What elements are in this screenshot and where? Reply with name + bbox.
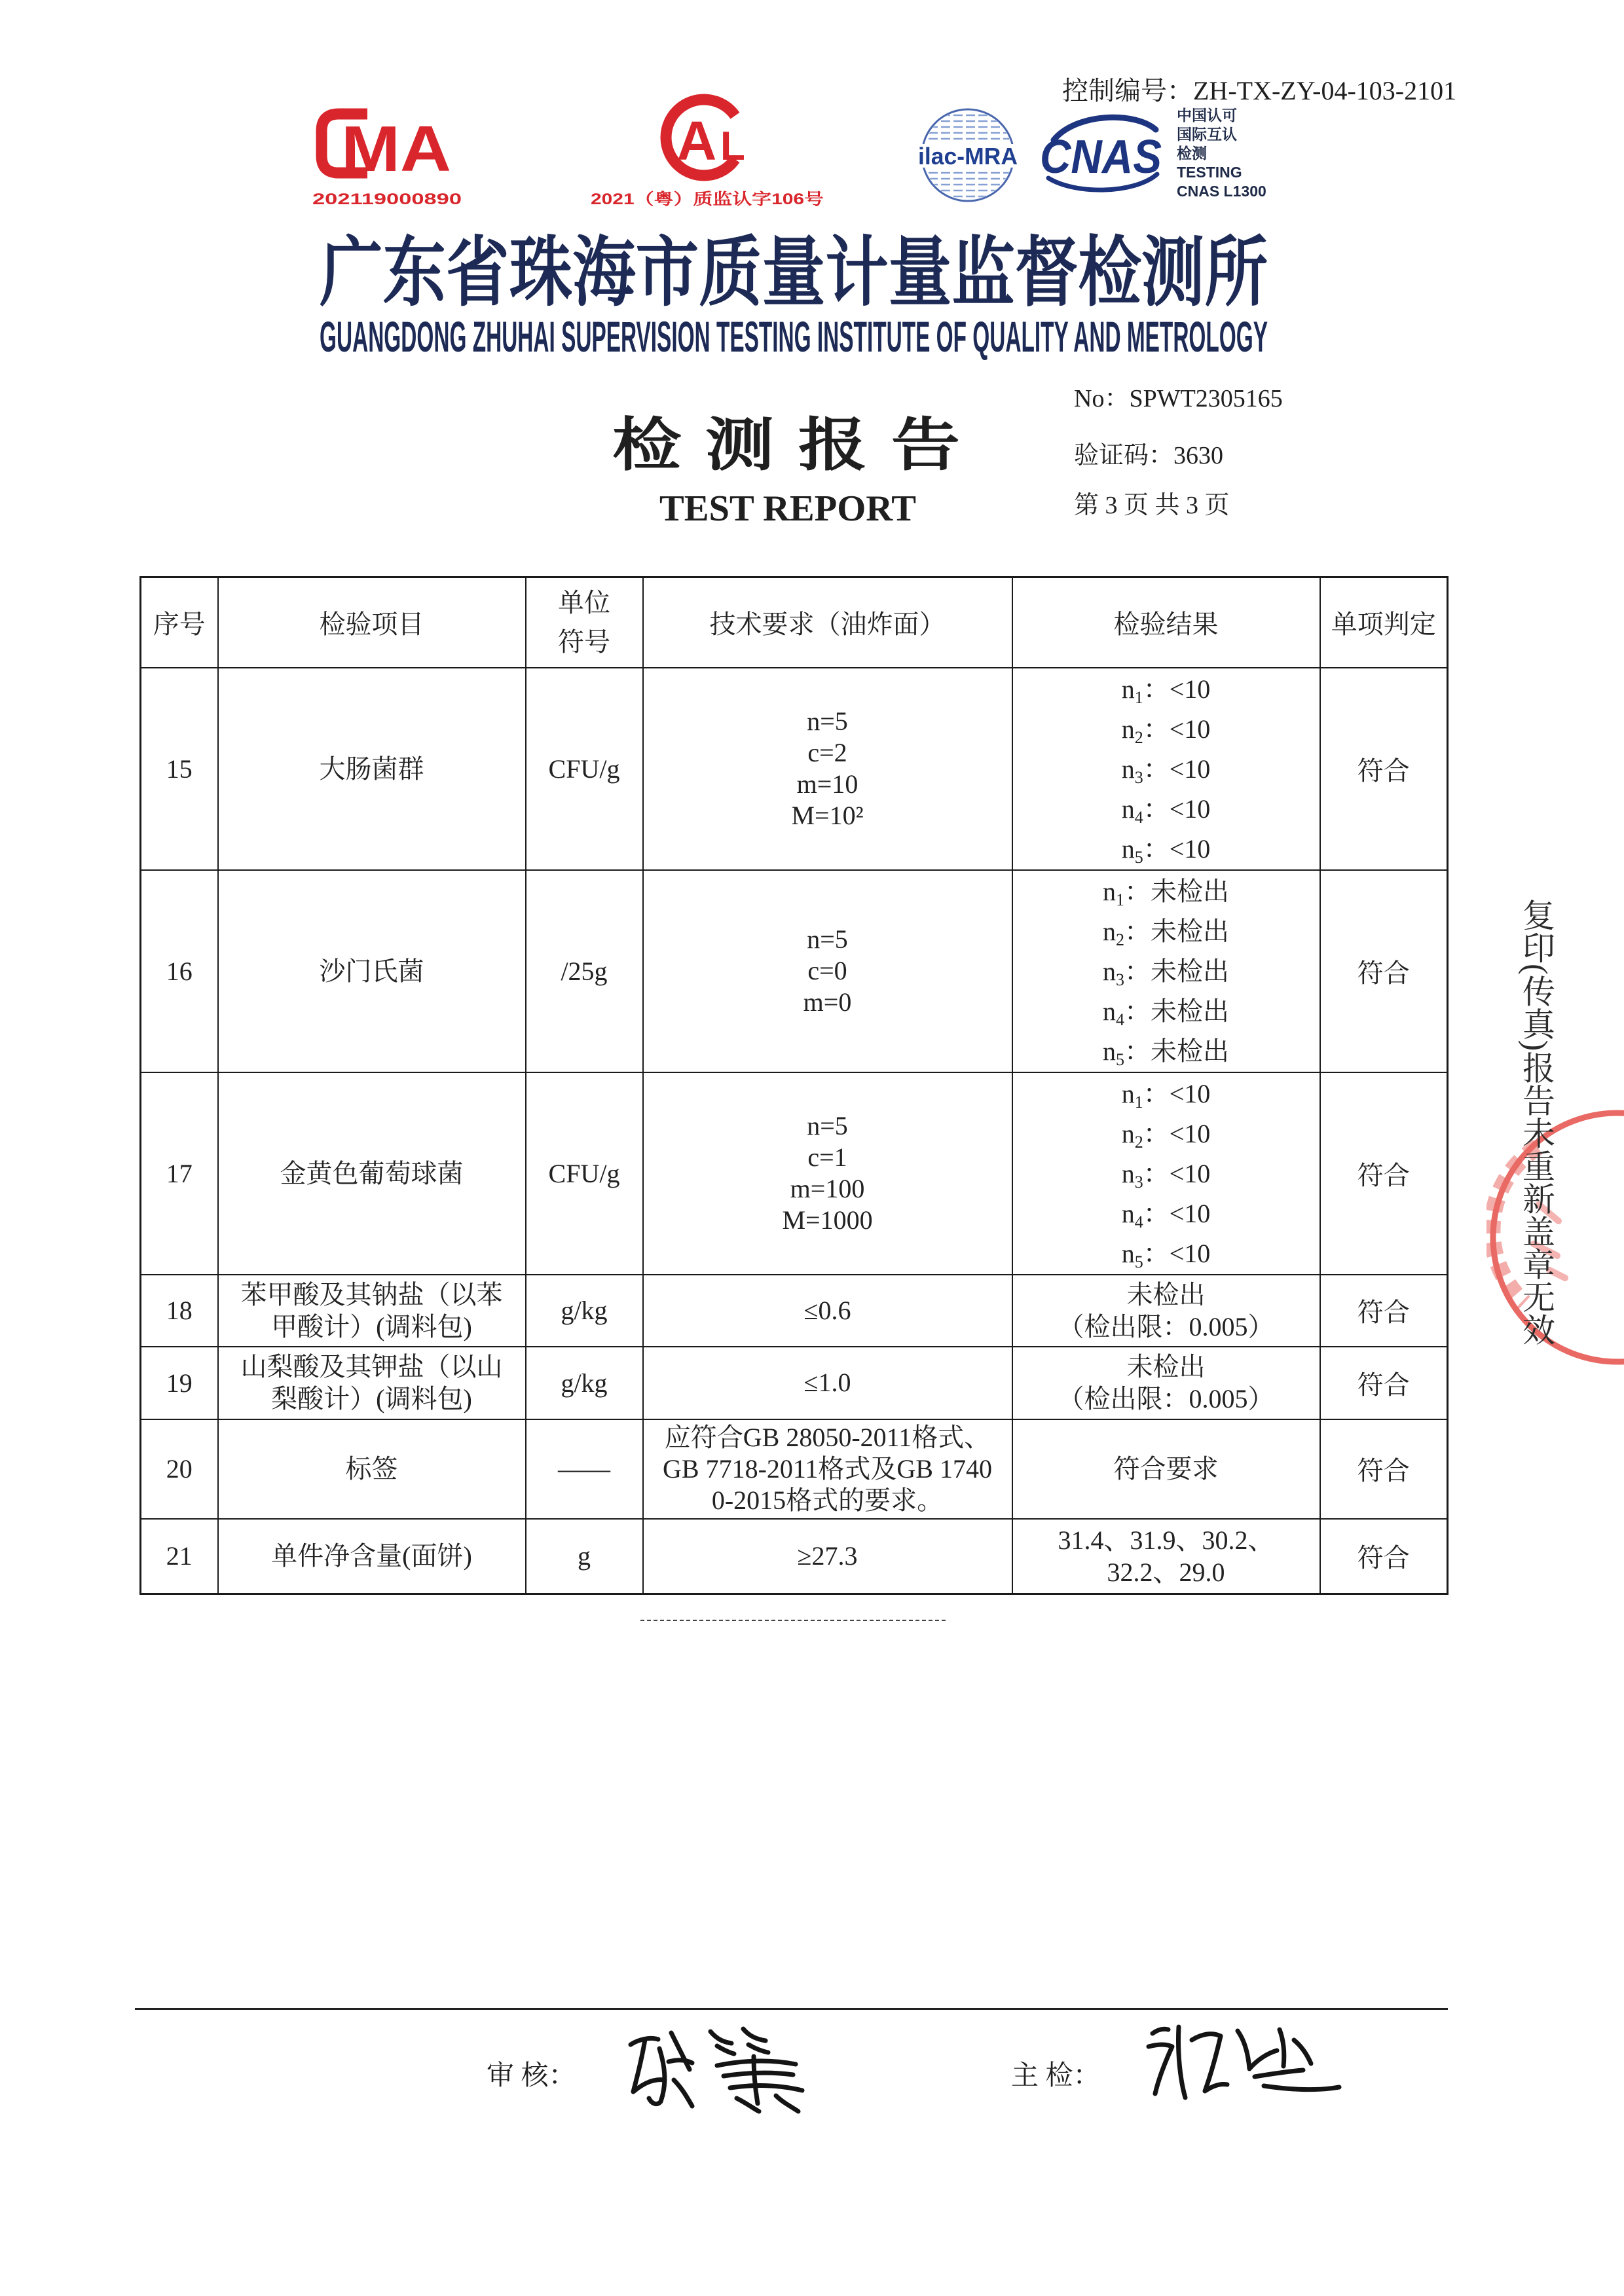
end-of-table-dash-line xyxy=(640,1620,946,1621)
requirement-cell xyxy=(643,870,1012,1072)
test-item-cell xyxy=(218,1072,526,1275)
row-number-cell xyxy=(141,1419,218,1519)
row-number-cell xyxy=(141,1275,218,1347)
requirement-cell xyxy=(643,1072,1012,1275)
row-number-cell xyxy=(141,870,218,1072)
unit: —— xyxy=(558,1454,610,1484)
sample-value: ：<10 xyxy=(1143,1238,1211,1268)
result-line: 32.2、29.0 xyxy=(1107,1557,1225,1587)
sample-result-line xyxy=(1013,1154,1320,1194)
control-number xyxy=(1062,78,1456,104)
result-cell xyxy=(1012,1519,1320,1594)
inspector-label: 主 检： xyxy=(1011,2061,1101,2091)
sample-result-line xyxy=(1013,1233,1320,1273)
unit: /25g xyxy=(561,956,608,986)
sample-result-line xyxy=(1013,911,1320,951)
inspector-signature xyxy=(1139,2014,1346,2105)
result-line: 31.4、31.9、30.2、 xyxy=(1058,1525,1274,1555)
test-item-line: 标签 xyxy=(345,1454,398,1484)
sample-index: 3 xyxy=(1134,1172,1143,1192)
sample-index: 3 xyxy=(1134,767,1143,787)
unit: CFU/g xyxy=(548,754,620,784)
verdict-cell xyxy=(1320,1519,1448,1594)
header-result-text: 检验结果 xyxy=(1113,610,1219,640)
sample-symbol: n xyxy=(1121,833,1135,864)
sample-result-line xyxy=(1013,749,1320,789)
unit-cell xyxy=(526,1347,643,1419)
sample-index: 5 xyxy=(1134,847,1143,867)
cal-number: 2021（粤）质监认字106号 xyxy=(591,191,778,208)
unit: g/kg xyxy=(561,1296,608,1325)
sample-index: 1 xyxy=(1116,890,1124,909)
verdict-cell xyxy=(1320,668,1448,870)
report-number-label: No： xyxy=(1074,385,1130,412)
sample-symbol: n xyxy=(1103,996,1116,1026)
sample-index: 4 xyxy=(1116,1010,1124,1029)
sample-symbol: n xyxy=(1121,754,1135,784)
sample-result-line xyxy=(1013,1114,1320,1154)
test-item-line: 沙门氏菌 xyxy=(319,956,424,986)
sample-index: 4 xyxy=(1134,1212,1143,1231)
row-number: 18 xyxy=(166,1296,193,1325)
verification-code-label: 验证码： xyxy=(1074,442,1174,469)
requirement-line: m=100 xyxy=(790,1174,865,1203)
sample-result-line xyxy=(1013,829,1320,869)
report-number xyxy=(1074,386,1283,411)
header-result xyxy=(1012,577,1320,668)
verification-code xyxy=(1074,443,1223,468)
table-row xyxy=(141,1275,1448,1347)
cma-number: 202119000890 xyxy=(312,191,462,208)
sample-symbol: n xyxy=(1121,793,1135,824)
verdict-cell xyxy=(1320,1072,1448,1275)
header-requirement xyxy=(643,577,1012,668)
test-item-cell xyxy=(218,870,526,1072)
cnas-logo xyxy=(1037,110,1165,195)
requirement-cell xyxy=(643,1275,1012,1347)
verdict: 符合 xyxy=(1357,1456,1410,1485)
result-cell xyxy=(1012,668,1320,870)
sample-symbol: n xyxy=(1121,1078,1135,1108)
requirement-line: n=5 xyxy=(807,1111,848,1140)
row-number: 20 xyxy=(166,1454,193,1484)
sample-index: 4 xyxy=(1134,807,1143,827)
verdict-cell xyxy=(1320,1419,1448,1519)
verdict: 符合 xyxy=(1357,1160,1410,1190)
sample-result-line xyxy=(1013,709,1320,749)
unit-cell xyxy=(526,1072,643,1275)
cal-number-label xyxy=(588,187,827,209)
header-item xyxy=(218,577,526,668)
requirement-line: M=10² xyxy=(791,801,864,830)
requirement-line: c=2 xyxy=(807,738,847,767)
test-item-line: 单件净含量(面饼) xyxy=(271,1541,472,1571)
verification-code-value: 3630 xyxy=(1173,442,1224,469)
sample-result-line xyxy=(1013,991,1320,1031)
sample-result-line xyxy=(1013,789,1320,829)
sample-value: ：<10 xyxy=(1143,1118,1211,1148)
sample-value: ：未检出 xyxy=(1124,956,1229,986)
verdict: 符合 xyxy=(1357,958,1410,988)
requirement-line: m=0 xyxy=(803,987,852,1017)
requirement-line: c=0 xyxy=(807,956,847,985)
cnas-line: 中国认可 xyxy=(1177,107,1237,124)
control-number-value: ZH-TX-ZY-04-103-2101 xyxy=(1193,76,1457,105)
table-body xyxy=(141,668,1448,1594)
sample-index: 3 xyxy=(1116,970,1124,989)
requirement-line: M=1000 xyxy=(782,1205,873,1235)
verdict-cell xyxy=(1320,1275,1448,1347)
row-number-cell xyxy=(141,1072,218,1275)
unit: g xyxy=(578,1541,591,1571)
unit-cell xyxy=(526,1275,643,1347)
sample-value: ：<10 xyxy=(1143,674,1211,704)
row-number: 16 xyxy=(166,956,193,986)
stamp-ring xyxy=(1493,1113,1624,1362)
cma-logo-letters: MA xyxy=(341,113,451,182)
reviewer-label: 审 核： xyxy=(487,2061,576,2091)
sample-symbol: n xyxy=(1103,916,1116,946)
sample-index: 1 xyxy=(1134,1092,1143,1112)
verdict: 符合 xyxy=(1357,1543,1410,1573)
result-cell xyxy=(1012,1072,1320,1275)
test-item-line: 山梨酸及其钾盐（以山 xyxy=(240,1352,503,1381)
header-verdict xyxy=(1320,577,1448,668)
test-item-line: 苯甲酸及其钠盐（以苯 xyxy=(240,1279,503,1309)
test-results-table xyxy=(139,576,1449,1595)
test-item-cell xyxy=(218,1275,526,1347)
result-cell xyxy=(1012,1275,1320,1347)
unit: g/kg xyxy=(561,1368,608,1398)
institute-name-cn: 广东省珠海市质量计量监督检测所 xyxy=(320,228,1268,317)
requirement-line: ≥27.3 xyxy=(797,1540,858,1571)
result-cell xyxy=(1012,870,1320,1072)
test-item-line: 甲酸计）(调料包) xyxy=(271,1311,472,1341)
sample-value: ：<10 xyxy=(1143,714,1211,744)
result-line: （检出限：0.005） xyxy=(1058,1384,1274,1413)
sample-index: 5 xyxy=(1134,1252,1143,1271)
row-number-cell xyxy=(141,1347,218,1419)
verdict: 符合 xyxy=(1357,1370,1410,1400)
requirement-line: GB 7718-2011格式及GB 1740 xyxy=(663,1453,992,1484)
cnas-text: CNAS xyxy=(1040,131,1162,183)
requirement-line: n=5 xyxy=(807,706,848,736)
red-seal-stamp xyxy=(1486,1106,1624,1368)
sample-value: ：<10 xyxy=(1143,1198,1211,1228)
header-no-text: 序号 xyxy=(153,610,206,640)
sample-index: 1 xyxy=(1134,687,1143,707)
test-item-line: 大肠菌群 xyxy=(319,754,424,784)
report-title-cn: 检 测 报 告 xyxy=(612,410,960,479)
report-title-en: TEST REPORT xyxy=(659,488,916,529)
unit-cell xyxy=(526,1419,643,1519)
cal-logo-letter-l: L xyxy=(720,124,745,169)
sample-index: 2 xyxy=(1116,930,1124,949)
sample-index: 2 xyxy=(1134,727,1143,747)
sample-symbol: n xyxy=(1121,1158,1135,1188)
sample-symbol: n xyxy=(1121,714,1135,744)
verdict-cell xyxy=(1320,1347,1448,1419)
sample-value: ：<10 xyxy=(1143,793,1211,824)
header-unit-text: 单位 符号 xyxy=(558,587,610,657)
sample-symbol: n xyxy=(1103,1036,1116,1066)
institute-header xyxy=(0,223,1624,363)
institute-name-en: GUANGDONG ZHUHAI SUPERVISION TESTING INSTITUTE OF QUALITY AND METROLOGY xyxy=(320,312,1268,361)
unit-cell xyxy=(526,1519,643,1594)
test-item-cell xyxy=(218,668,526,870)
header-unit xyxy=(526,577,643,668)
table-header-row xyxy=(141,577,1448,668)
ilac-mra-logo xyxy=(916,105,1020,206)
requirement-line: 应符合GB 28050-2011格式、 xyxy=(664,1422,991,1452)
requirement-line: ≤1.0 xyxy=(803,1368,851,1397)
test-item-cell xyxy=(218,1419,526,1519)
sample-result-line xyxy=(1013,871,1320,911)
sample-result-line xyxy=(1013,1074,1320,1114)
result-cell xyxy=(1012,1347,1320,1419)
result-line: 未检出 xyxy=(1126,1352,1206,1381)
reviewer-signature xyxy=(619,2020,809,2115)
row-number-cell xyxy=(141,1519,218,1594)
sample-symbol: n xyxy=(1103,876,1116,906)
requirement-cell xyxy=(643,1347,1012,1419)
sample-value: ：<10 xyxy=(1143,754,1211,784)
page-info: 第 3 页 共 3 页 xyxy=(1074,492,1230,519)
cnas-accreditation-text xyxy=(1177,106,1266,201)
footer-rule xyxy=(135,2008,1448,2010)
row-number: 21 xyxy=(166,1541,193,1571)
test-item-cell xyxy=(218,1519,526,1594)
result-cell xyxy=(1012,1419,1320,1519)
unit: CFU/g xyxy=(548,1158,620,1188)
sample-value: ：未检出 xyxy=(1124,1036,1229,1066)
report-title xyxy=(589,393,995,537)
table-row xyxy=(141,1519,1448,1594)
margin-note: 复印(传真)报告未重新盖章无效 xyxy=(1518,898,1555,1346)
requirement-line: c=1 xyxy=(807,1142,847,1172)
sample-value: ：未检出 xyxy=(1124,916,1229,946)
header-verdict-text: 单项判定 xyxy=(1331,610,1436,640)
header-item-text: 检验项目 xyxy=(319,610,424,640)
row-number-cell xyxy=(141,668,218,870)
verdict: 符合 xyxy=(1357,756,1410,786)
row-number: 17 xyxy=(166,1158,193,1188)
result-line: 符合要求 xyxy=(1113,1454,1219,1484)
sample-value: ：未检出 xyxy=(1124,876,1229,906)
sample-symbol: n xyxy=(1121,1238,1135,1268)
unit-cell xyxy=(526,668,643,870)
unit-cell xyxy=(526,870,643,1072)
sample-value: ：<10 xyxy=(1143,1158,1211,1188)
sample-result-line xyxy=(1013,669,1320,709)
row-number: 19 xyxy=(166,1368,193,1398)
sample-value: ：未检出 xyxy=(1124,996,1229,1026)
cnas-line: 国际互认 xyxy=(1177,126,1237,143)
requirement-cell xyxy=(643,1519,1012,1594)
control-number-label: 控制编号： xyxy=(1062,76,1193,105)
sample-symbol: n xyxy=(1121,674,1135,704)
requirement-line: ≤0.6 xyxy=(803,1295,851,1325)
header-requirement-text: 技术要求（油炸面） xyxy=(709,610,946,640)
sample-value: ：<10 xyxy=(1143,833,1211,864)
sample-symbol: n xyxy=(1103,956,1116,986)
cal-logo xyxy=(647,92,762,185)
cma-number-label xyxy=(310,187,465,209)
sample-index: 5 xyxy=(1116,1049,1124,1069)
verdict-cell xyxy=(1320,870,1448,1072)
table-row xyxy=(141,668,1448,870)
verdict: 符合 xyxy=(1357,1298,1410,1327)
table-row xyxy=(141,1072,1448,1275)
sample-symbol: n xyxy=(1121,1198,1135,1228)
requirement-line: m=10 xyxy=(796,769,858,799)
cma-logo xyxy=(315,105,456,182)
test-item-line: 梨酸计）(调料包) xyxy=(271,1384,472,1413)
sample-result-line xyxy=(1013,1194,1320,1233)
table-row xyxy=(141,1419,1448,1519)
sample-index: 2 xyxy=(1134,1132,1143,1152)
requirement-line: 0-2015格式的要求。 xyxy=(711,1485,944,1515)
requirement-cell xyxy=(643,668,1012,870)
result-line: （检出限：0.005） xyxy=(1058,1311,1274,1341)
cnas-line: CNAS L1300 xyxy=(1177,183,1266,200)
test-item-line: 金黄色葡萄球菌 xyxy=(280,1158,464,1188)
table-row xyxy=(141,870,1448,1072)
report-number-value: SPWT2305165 xyxy=(1129,385,1283,412)
cnas-line: 检测 xyxy=(1177,145,1207,162)
cal-logo-letter-a: A xyxy=(676,110,717,172)
sample-result-line xyxy=(1013,1031,1320,1071)
header-no xyxy=(141,577,218,668)
requirement-line: n=5 xyxy=(807,924,848,954)
result-line: 未检出 xyxy=(1126,1279,1206,1309)
cnas-line: TESTING xyxy=(1177,164,1242,181)
requirement-cell xyxy=(643,1419,1012,1519)
sample-result-line xyxy=(1013,951,1320,991)
ilac-mra-text: ilac-MRA xyxy=(918,143,1018,170)
row-number: 15 xyxy=(166,754,193,784)
sample-symbol: n xyxy=(1121,1118,1135,1148)
test-item-cell xyxy=(218,1347,526,1419)
sample-value: ：<10 xyxy=(1143,1078,1211,1108)
table-row xyxy=(141,1347,1448,1419)
